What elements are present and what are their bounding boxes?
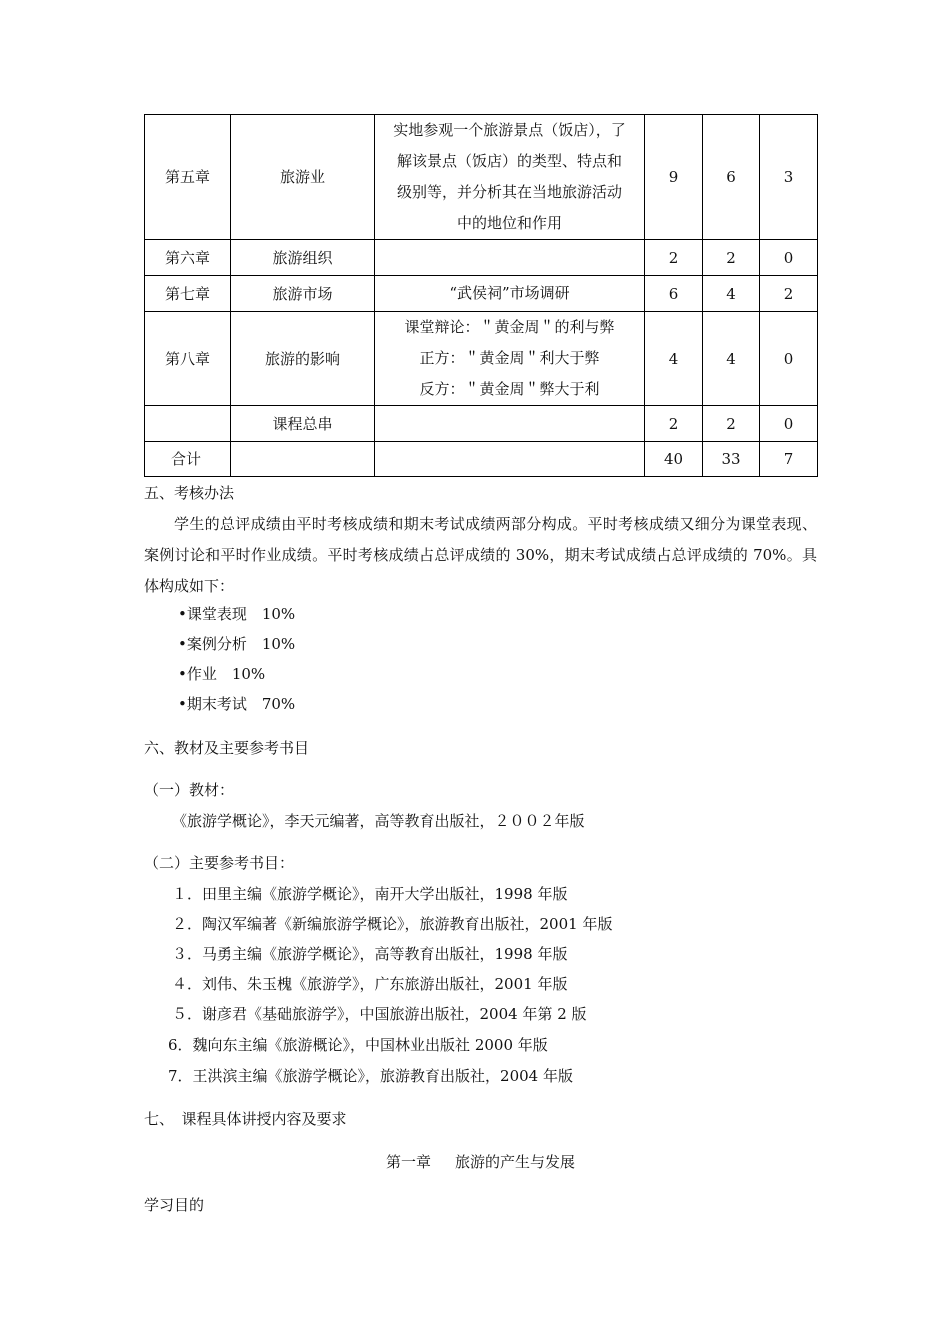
section-heading: 六、教材及主要参考书目	[144, 739, 310, 757]
activity-cell: 实地参观一个旅游景点（饭店），了 解该景点（饭店）的类型、特点和 级别等，并分析其在当地旅游活动 中的地位和作用	[375, 115, 645, 240]
table-row	[145, 312, 818, 406]
reference-item: 7．王洪滨主编《旅游学概论》，旅游教育出版社，2004 年版	[168, 1067, 573, 1085]
list-item: •作业 10%	[178, 665, 266, 683]
lecture-hours-cell: 4	[703, 312, 760, 406]
practice-hours-cell: 2	[760, 276, 818, 312]
assessment-paragraph: 学生的总评成绩由平时考核成绩和期末考试成绩两部分构成。平时考核成绩又细分为课堂表现、案例讨论和平时作业成绩。平时考核成绩占总评成绩的 30%，期末考试成绩占总评成绩的 70%。具体构成如下：	[144, 515, 817, 595]
table-row	[145, 406, 818, 442]
textbook-entry: 《旅游学概论》，李天元编著，高等教育出版社，２００２年版	[172, 812, 585, 830]
reference-item: ３．马勇主编《旅游学概论》，高等教育出版社，1998 年版	[172, 945, 568, 963]
lecture-hours-cell: 2	[703, 406, 760, 442]
topic-cell: 课程总串	[231, 406, 375, 442]
activity-cell	[375, 442, 645, 477]
section-heading: 五、考核办法	[144, 484, 235, 502]
total-hours-cell: 4	[645, 312, 703, 406]
total-hours-cell: 9	[645, 115, 703, 240]
activity-cell: “武侯祠”市场调研	[375, 276, 645, 312]
chapter-number: 第一章	[385, 1153, 431, 1171]
lecture-hours-cell: 2	[703, 240, 760, 276]
reference-item: ４．刘伟、朱玉槐《旅游学》，广东旅游出版社，2001 年版	[172, 975, 568, 993]
lecture-hours-cell: 4	[703, 276, 760, 312]
topic-cell: 旅游业	[231, 115, 375, 240]
reference-item: ２．陶汉军编著《新编旅游学概论》，旅游教育出版社，2001 年版	[172, 915, 613, 933]
study-goal-heading: 学习目的	[144, 1196, 205, 1214]
lecture-hours-cell: 33	[703, 442, 760, 477]
topic-cell: 旅游的影响	[231, 312, 375, 406]
list-item: •期末考试 70%	[178, 695, 296, 713]
activity-cell	[375, 240, 645, 276]
lecture-hours-cell: 6	[703, 115, 760, 240]
topic-cell: 旅游组织	[231, 240, 375, 276]
chapter-cell: 第七章	[145, 276, 231, 312]
chapter-cell	[145, 406, 231, 442]
total-hours-cell: 2	[645, 240, 703, 276]
practice-hours-cell: 0	[760, 406, 818, 442]
total-hours-cell: 40	[645, 442, 703, 477]
schedule-table	[144, 114, 818, 477]
textbook-label: （一）教材：	[144, 781, 235, 799]
total-hours-cell: 2	[645, 406, 703, 442]
chapter-cell: 合计	[145, 442, 231, 477]
total-hours-cell: 6	[645, 276, 703, 312]
chapter-title	[144, 1147, 817, 1177]
table-row	[145, 276, 818, 312]
table-row	[145, 115, 818, 240]
practice-hours-cell: 0	[760, 240, 818, 276]
chapter-name: 旅游的产生与发展	[455, 1153, 576, 1171]
activity-cell	[375, 406, 645, 442]
reference-item: ５．谢彦君《基础旅游学》，中国旅游出版社，2004 年第 2 版	[172, 1005, 587, 1023]
reference-item: １．田里主编《旅游学概论》，南开大学出版社，1998 年版	[172, 885, 568, 903]
section-heading: 七、 课程具体讲授内容及要求	[144, 1110, 347, 1128]
references-label: （二）主要参考书目：	[144, 854, 295, 872]
practice-hours-cell: 7	[760, 442, 818, 477]
table-row	[145, 442, 818, 477]
reference-item: 6．魏向东主编《旅游概论》，中国林业出版社 2000 年版	[168, 1036, 548, 1054]
chapter-cell: 第五章	[145, 115, 231, 240]
table-row	[145, 240, 818, 276]
chapter-cell: 第六章	[145, 240, 231, 276]
list-item: •课堂表现 10%	[178, 605, 296, 623]
topic-cell	[231, 442, 375, 477]
chapter-cell: 第八章	[145, 312, 231, 406]
activity-cell: 课堂辩论：＂黄金周＂的利与弊 正方：＂黄金周＂利大于弊 反方：＂黄金周＂弊大于利	[375, 312, 645, 406]
list-item: •案例分析 10%	[178, 635, 296, 653]
topic-cell: 旅游市场	[231, 276, 375, 312]
practice-hours-cell: 0	[760, 312, 818, 406]
practice-hours-cell: 3	[760, 115, 818, 240]
